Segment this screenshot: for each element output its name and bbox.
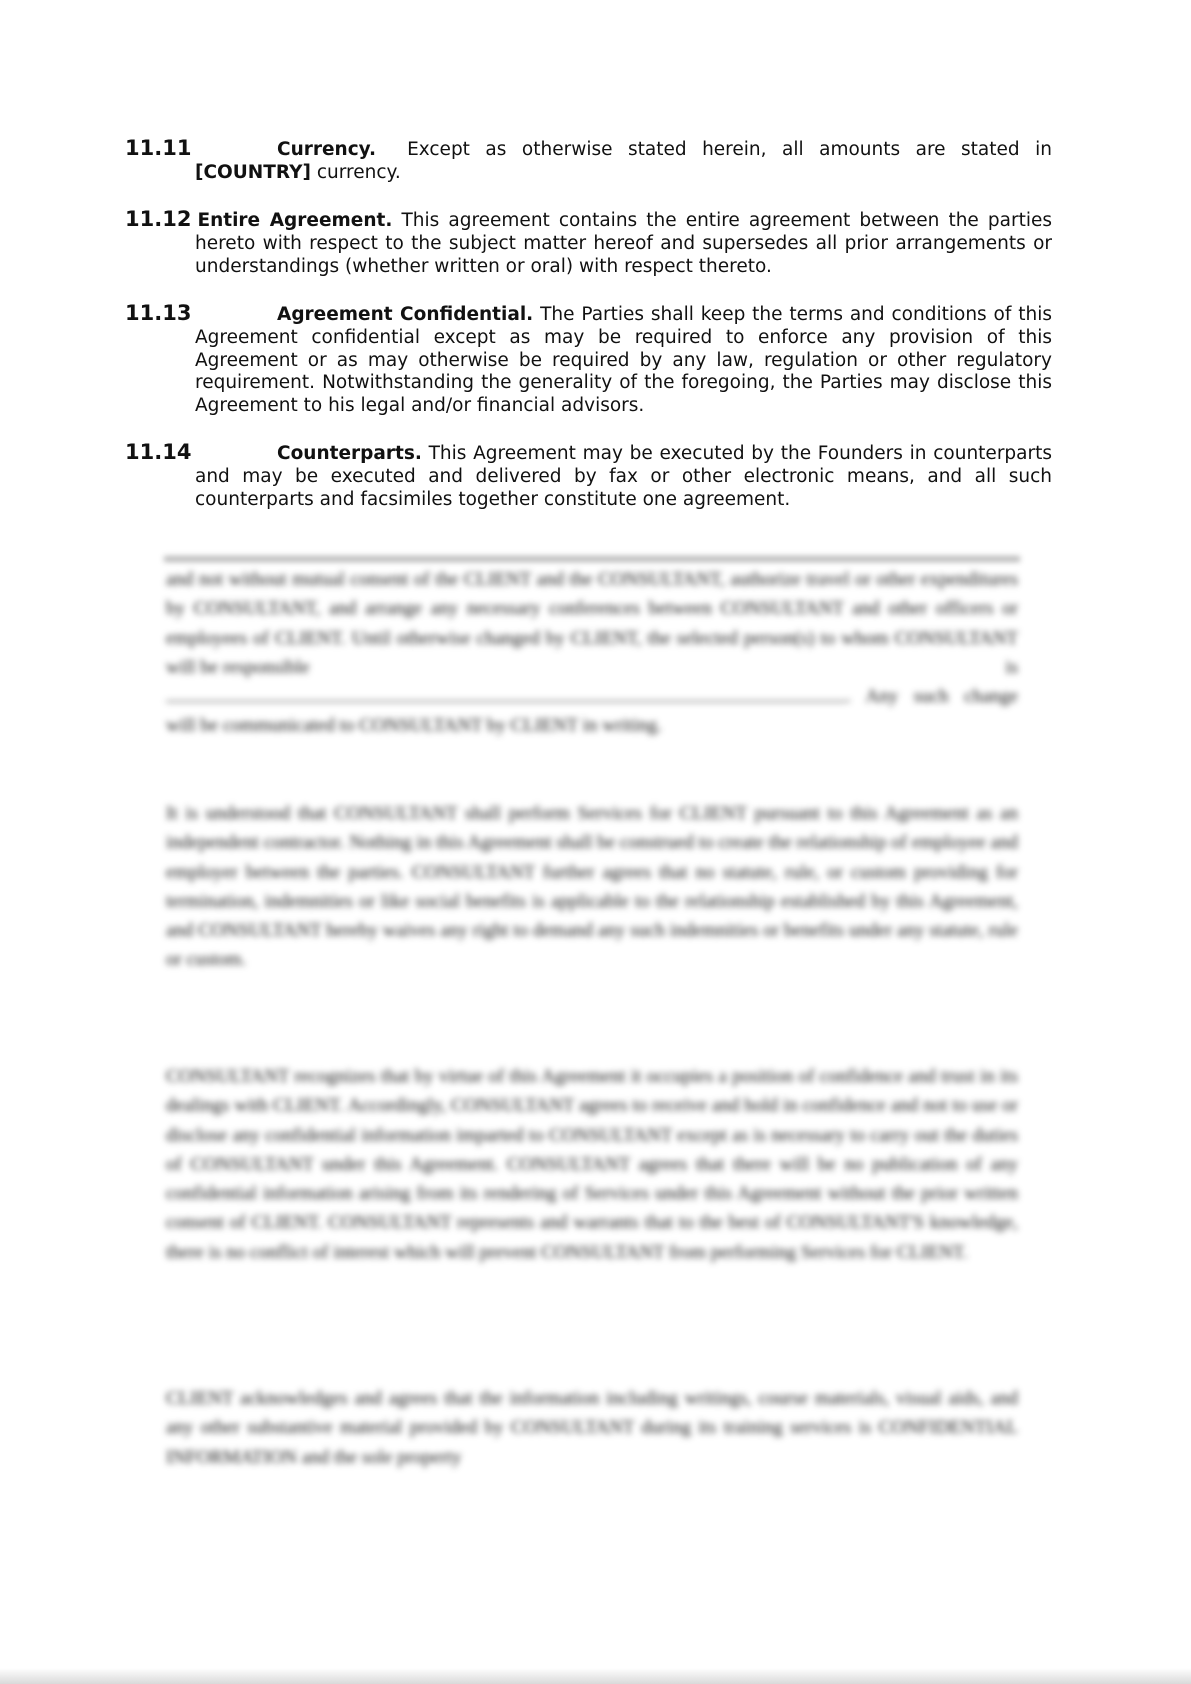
clause-11-14 <box>125 440 1052 511</box>
clause-heading: Counterparts. <box>277 443 422 464</box>
clause-11-13 <box>125 301 1052 418</box>
clause-number: 11.13 <box>125 301 192 325</box>
clause-text: This agreement contains the entire agreement between the parties hereto with respect to the subject matter hereof and supersedes all prior arrangements or understandings (whether written or oral) with respect thereto. <box>195 210 1052 277</box>
clause-number: 11.11 <box>125 136 192 160</box>
blurred-text: is <box>1005 656 1018 678</box>
clause-text: This Agreement may be executed by the Founders in counterparts and may be executed and delivered by fax or other electronic means, and all such counterparts and facsimiles together constitute one agreement. <box>195 443 1052 510</box>
clause-text-end: currency. <box>310 161 401 183</box>
clause-text: The Parties shall keep the terms and conditions of this Agreement confidential except as may be required to enforce any provision of this Agreement or as may otherwise be required by any law, regulation or other regulatory requirement. Notwithstanding the generality of the foregoing, the Parties may disclose this Agreement to his legal and/or financial advisors. <box>195 304 1052 417</box>
clause-11-11 <box>125 136 1053 185</box>
blurred-text: CONSULTANT recognizes that by virtue of this Agreement it occupies a position of confidence and trust in its dealings with CLIENT. Accordingly, CONSULTANT agrees to receive and hold in confidence and not to use or disclose any confidential information imparted to CONSULTANT except as is necessary to carry out the duties of CONSULTANT under this Agreement. CONSULTANT agrees that there will be no publication of any confidential information arising from its rendering of Services under this Agreement without the prior written consent of CLIENT. CONSULTANT represents and warrants that to the best of CONSULTANT'S knowledge, there is no conflict of interest which will prevent CONSULTANT from performing Services for CLIENT. <box>166 1066 1018 1263</box>
blurred-text: . Any such change will be communicated to CONSULTANT by CLIENT in writing. <box>166 686 1018 737</box>
blurred-divider <box>164 556 1020 562</box>
blurred-text: and not without mutual consent of the CLIENT and the CONSULTANT, authorize travel or other expenditures by CONSULTANT, and arrange any necessary conferences between CONSULTANT and other officers or employees of CLIENT. Until otherwise changed by CLIENT, the selected person(s) to whom CONSULTANT will be responsible <box>166 569 1018 678</box>
blurred-text: It is understood that CONSULTANT shall perform Services for CLIENT pursuant to this Agreement as an independent contractor. Nothing in this Agreement shall be construed to create the relationship of employee and employer between the parties. CONSULTANT further agrees that no statute, rule, or custom providing for termination, indemnities or like social benefits is applicable to the relationship established by this Agreement, and CONSULTANT hereby waives any right to demand any such indemnities or benefits under any statute, rule or custom. <box>166 803 1018 971</box>
blurred-paragraph-2 <box>166 799 1018 975</box>
clause-heading: Agreement Confidential. <box>277 304 534 325</box>
clause-number: 11.12 <box>125 207 192 231</box>
clause-heading: Currency. <box>277 139 377 160</box>
clause-11-12 <box>125 207 1052 278</box>
blank-fill-line <box>166 687 846 702</box>
clause-text: Except as otherwise stated herein, all amounts are stated in <box>407 139 1053 160</box>
blurred-paragraph-3 <box>166 1062 1018 1267</box>
clause-number: 11.14 <box>125 440 192 464</box>
clause-heading: Entire Agreement. <box>197 210 393 231</box>
blurred-paragraph-1 <box>166 565 1018 741</box>
blurred-text: CLIENT acknowledges and agrees that the information including writings, course materials, visual aids, and any other substantive material provided by CONSULTANT during its training services is CONFIDENTIAL INFORMATION and the sole property <box>166 1388 1018 1468</box>
page-bottom-edge <box>0 1668 1191 1684</box>
country-placeholder: [COUNTRY] <box>195 161 311 183</box>
blurred-paragraph-4 <box>166 1384 1018 1472</box>
